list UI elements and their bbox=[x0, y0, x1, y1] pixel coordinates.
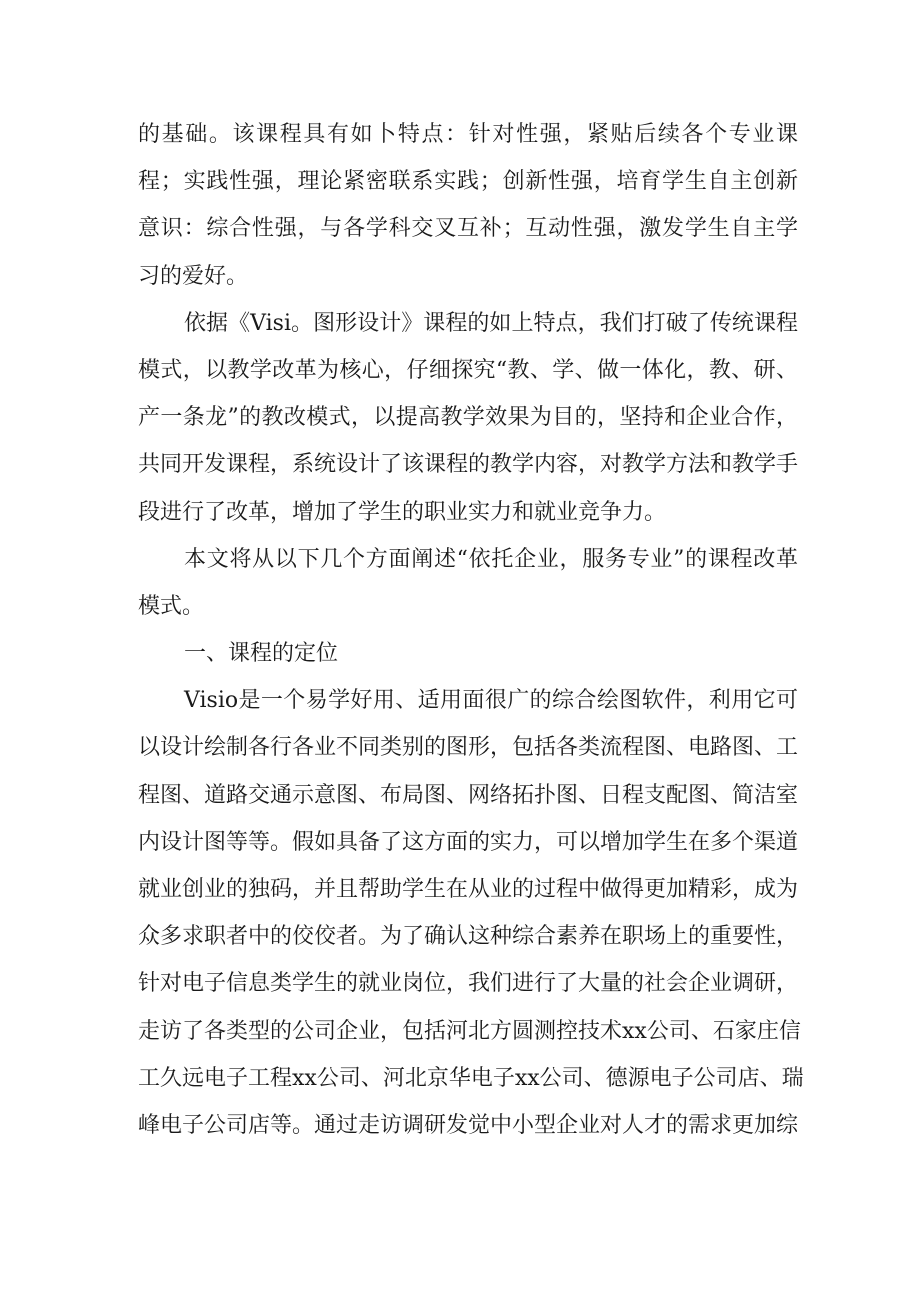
text-line: 产一条龙”的教改模式，以提高教学效果为目的，坚持和企业合作， bbox=[138, 405, 798, 431]
text-line: 程图、道路交通示意图、布局图、网络拓扑图、日程支配图、简洁室 bbox=[138, 782, 799, 808]
text-line: 针对电子信息类学生的就业岗位，我们进行了大量的社会企业调研， bbox=[138, 971, 799, 997]
text-line: 峰电子公司店等。通过走访调研发觉中小型企业对人才的需求更加综 bbox=[138, 1112, 799, 1138]
text-line: 依据《Visi。图形设计》课程的如上特点，我们打破了传统课程 bbox=[184, 310, 798, 336]
text-line: 工久远电子工程xx公司、河北京华电子xx公司、德源电子公司店、瑞 bbox=[138, 1065, 804, 1091]
text-line: 内设计图等等。假如具备了这方面的实力，可以增加学生在多个渠道 bbox=[138, 829, 799, 855]
text-line: 段进行了改革，增加了学生的职业实力和就业竞争力。 bbox=[138, 499, 667, 525]
text-line: 模式。 bbox=[138, 593, 205, 619]
paragraph-article-outline bbox=[138, 536, 798, 630]
section-heading-course-positioning bbox=[138, 630, 798, 677]
text-line: 众多求职者中的佼佼者。为了确认这种综合素养在职场上的重要性， bbox=[138, 924, 799, 950]
section-heading: 一、课程的定位 bbox=[184, 641, 339, 667]
text-line: 程；实践性强，理论紧密联系实践；创新性强，培育学生自主创新 bbox=[138, 169, 798, 195]
document-body bbox=[138, 111, 804, 1149]
text-line: 习的爱好。 bbox=[138, 263, 249, 289]
text-line: 模式，以教学改革为核心，仔细探究“教、学、做一体化，教、研、 bbox=[138, 357, 798, 383]
text-line: Visio是一个易学好用、适用面很广的综合绘图软件，利用它可 bbox=[184, 688, 798, 714]
text-line: 的基础。该课程具有如卜特点：针对性强，紧贴后续各个专业课 bbox=[138, 122, 798, 147]
paragraph-reform-approach bbox=[138, 300, 798, 536]
text-line: 本文将从以下几个方面阐述“依托企业，服务专业”的课程改革 bbox=[184, 546, 798, 572]
text-line: 共同开发课程，系统设计了该课程的教学内容，对教学方法和教学手 bbox=[138, 452, 799, 478]
paragraph-visio-introduction bbox=[138, 677, 804, 1149]
paragraph-course-features bbox=[138, 111, 798, 300]
text-line: 意识：综合性强，与各学科交叉互补；互动性强，激发学生自主学 bbox=[138, 216, 798, 242]
text-line: 走访了各类型的公司企业，包括河北方圆测控技术xx公司、石家庄信 bbox=[138, 1018, 801, 1044]
text-line: 以设计绘制各行各业不同类别的图形，包括各类流程图、电路图、工 bbox=[138, 735, 799, 761]
text-line: 就业创业的独码，并且帮助学生在从业的过程中做得更加精彩，成为 bbox=[138, 877, 799, 902]
